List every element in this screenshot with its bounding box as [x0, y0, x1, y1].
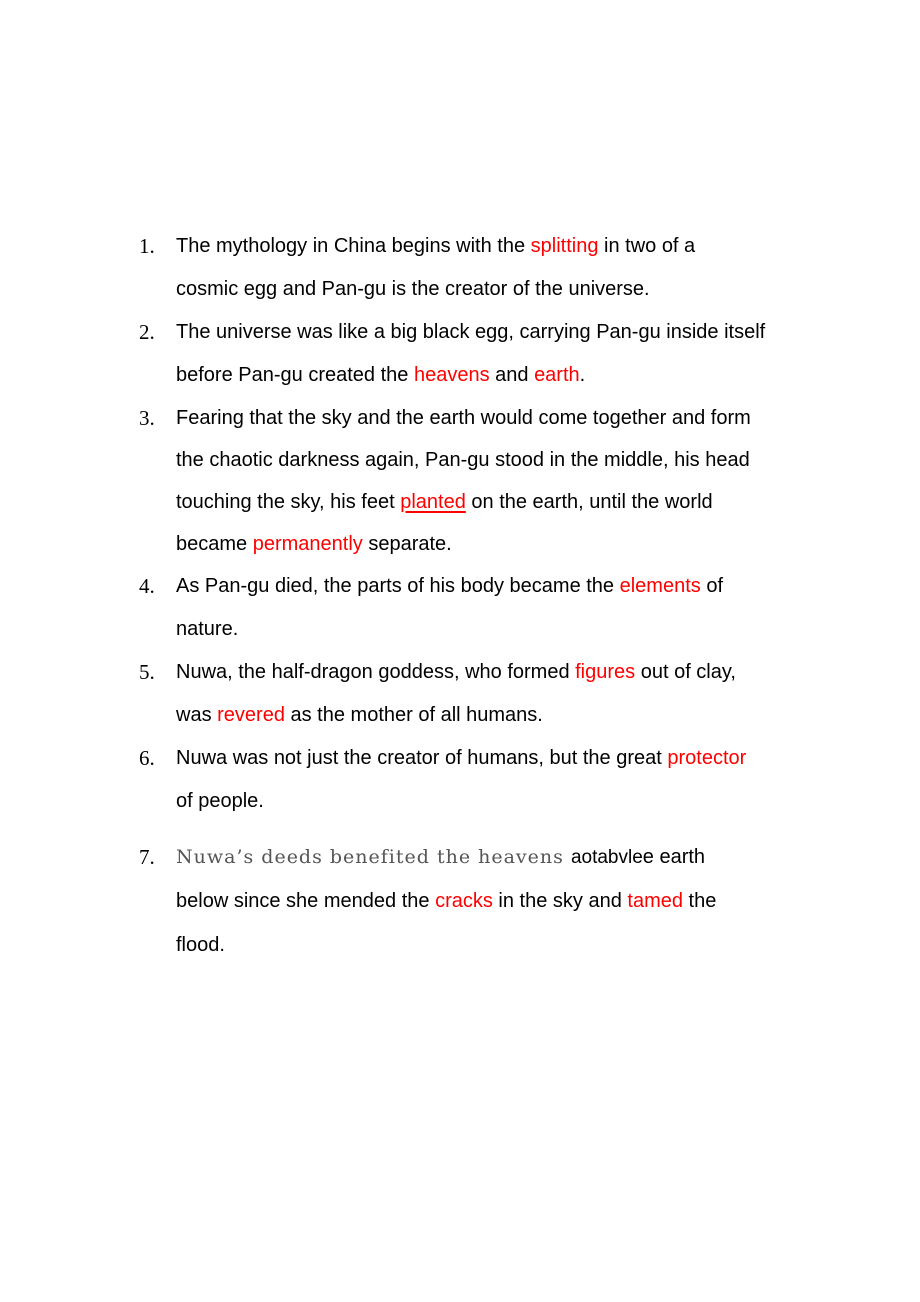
text-line: [0, 694, 920, 737]
text: As Pan-gu died, the parts of his body became the: [176, 575, 620, 597]
list-item-3: [0, 397, 920, 565]
text-line: [0, 311, 920, 354]
highlight-word: elements: [619, 575, 701, 597]
text: the chaotic darkness again, Pan-gu stood in the middle, his head: [176, 449, 750, 471]
text-line: [0, 354, 920, 397]
text: and: [489, 364, 535, 386]
text: touching the sky, his feet: [176, 491, 401, 513]
text: flood.: [176, 934, 225, 956]
text-line: [0, 651, 920, 694]
text: Nuwa, the half-dragon goddess, who formed: [176, 661, 576, 683]
highlight-word: figures: [575, 661, 636, 683]
text: as the mother of all humans.: [284, 704, 543, 726]
text: in the sky and: [492, 890, 628, 912]
highlight-word: cracks: [435, 890, 493, 912]
list-item-1: [0, 225, 920, 311]
garbled-text: aotabvle: [570, 847, 643, 868]
text: Nuwa was not just the creator of humans, but the great: [176, 747, 668, 769]
highlight-word: protector: [667, 747, 747, 769]
highlight-word: heavens: [413, 364, 490, 386]
item-number: 1.: [139, 234, 155, 258]
item-number: 3.: [139, 406, 155, 430]
list-item-5: [0, 651, 920, 737]
text: before Pan-gu created the: [176, 364, 414, 386]
text: of people.: [176, 790, 264, 812]
text-line: [0, 879, 920, 923]
text-line: [0, 397, 920, 439]
item-number: 5.: [139, 660, 155, 684]
text: was: [176, 704, 218, 726]
text: below since she mended the: [176, 890, 436, 912]
text: Fearing that the sky and the earth would come together and form: [176, 407, 751, 429]
item-number: 7.: [139, 845, 155, 869]
text-line: [0, 268, 920, 311]
text-line: [0, 780, 920, 823]
text: of: [700, 575, 724, 597]
garbled-text: Nuwa’s deeds benefited the heavens: [176, 846, 571, 868]
item-number: 2.: [139, 320, 155, 344]
highlight-word: planted: [400, 491, 466, 513]
text-line: [0, 835, 920, 879]
text-line: [0, 737, 920, 780]
text: cosmic egg and Pan-gu is the creator of the universe.: [176, 278, 650, 300]
list-item-4: [0, 565, 920, 651]
highlight-word: splitting: [530, 235, 599, 257]
text: The mythology in China begins with the: [176, 235, 531, 257]
highlight-word: permanently: [252, 533, 363, 555]
text-line: [0, 439, 920, 481]
text: in two of a: [598, 235, 696, 257]
list-item-7: [0, 835, 920, 967]
highlight-word: earth: [534, 364, 580, 386]
text-line: [0, 523, 920, 565]
list-item-6: [0, 737, 920, 823]
text: became: [176, 533, 253, 555]
text: out of clay,: [635, 661, 736, 683]
text-line: [0, 565, 920, 608]
item-number: 6.: [139, 746, 155, 770]
text: The universe was like a big black egg, carrying Pan-gu inside itself: [176, 321, 766, 343]
text-line: [0, 923, 920, 967]
text-line: [0, 608, 920, 651]
highlight-word: revered: [217, 704, 285, 726]
text: nature.: [176, 618, 239, 640]
highlight-word: tamed: [627, 890, 683, 912]
text-line: [0, 225, 920, 268]
item-number: 4.: [139, 574, 155, 598]
text: separate.: [362, 533, 452, 555]
numbered-list: [0, 225, 920, 967]
text: e earth: [642, 846, 706, 868]
text: the: [682, 890, 717, 912]
text-line: [0, 481, 920, 523]
text: on the earth, until the world: [465, 491, 713, 513]
list-item-2: [0, 311, 920, 397]
text: .: [579, 364, 586, 386]
